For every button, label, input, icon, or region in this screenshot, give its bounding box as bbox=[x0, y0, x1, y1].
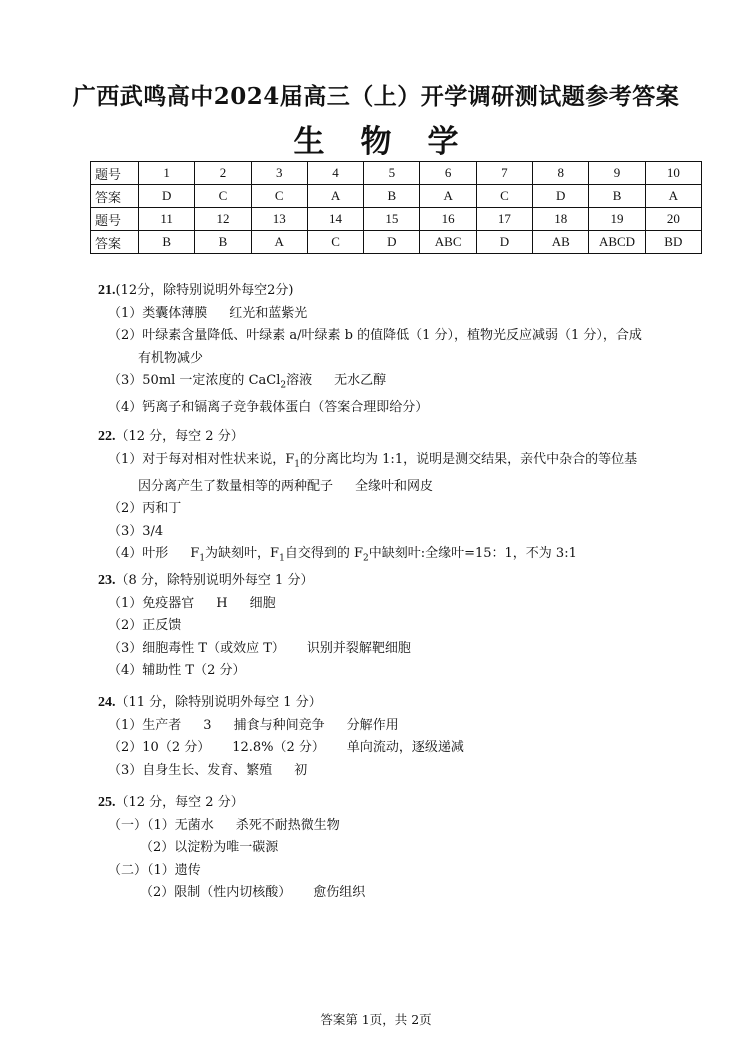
question-number: 7 bbox=[476, 162, 532, 185]
answer-text: 初 bbox=[294, 762, 308, 778]
answer-table bbox=[90, 161, 702, 254]
answer-line: （2）丙和丁 bbox=[108, 501, 182, 517]
question-number: 21. bbox=[98, 283, 116, 298]
answer-line bbox=[98, 543, 718, 570]
question-score-note: （11 分，除特别说明外每空 1 分） bbox=[115, 695, 322, 710]
subscript: 2 bbox=[280, 380, 287, 391]
answer-cell: B bbox=[364, 185, 420, 208]
answer-line: （4）辅助性 T（2 分） bbox=[108, 663, 246, 678]
answer-text: （3）自身生长、发育、繁殖 bbox=[108, 762, 273, 778]
answer-text: （1）对于每对相对性状来说，F bbox=[108, 451, 295, 467]
question-header bbox=[98, 280, 718, 303]
answer-text: 12.8%（2 分） bbox=[232, 740, 325, 755]
answer-cell: C bbox=[307, 231, 363, 254]
answer-cell: AB bbox=[533, 231, 589, 254]
question-score-note: （12 分，每空 2 分） bbox=[115, 795, 244, 810]
question-number: 5 bbox=[364, 162, 420, 185]
answer-cell: A bbox=[307, 185, 363, 208]
subject-heading: 生物学 bbox=[293, 124, 495, 160]
answer-text: （2）限制（性内切核酸） bbox=[140, 885, 292, 900]
question-header bbox=[98, 792, 718, 815]
answer-cell: ABC bbox=[420, 231, 476, 254]
answer-line bbox=[98, 715, 718, 738]
answer-text: 识别并裂解靶细胞 bbox=[306, 640, 411, 656]
answer-text: （一）（1）无菌水 bbox=[108, 817, 214, 833]
answer-text: （2）叶绿素含量降低、叶绿素 a/叶绿素 b 的值降低（1 分），植物光反应减弱（1 分），合成 bbox=[108, 328, 642, 343]
question-number: 14 bbox=[307, 208, 363, 231]
answer-text: 无水乙醇 bbox=[334, 373, 387, 388]
answer-line bbox=[98, 325, 718, 370]
answer-text: 愈伤组织 bbox=[313, 885, 366, 900]
row-label-question: 题号 bbox=[91, 208, 139, 231]
question-number: 20 bbox=[645, 208, 701, 231]
answer-line bbox=[98, 303, 718, 326]
question-number: 15 bbox=[364, 208, 420, 231]
question-number: 4 bbox=[307, 162, 363, 185]
question-number: 25. bbox=[98, 795, 116, 810]
question-number: 24. bbox=[98, 695, 116, 710]
question-number: 8 bbox=[533, 162, 589, 185]
answer-line bbox=[98, 638, 718, 661]
answer-text: 中缺刻叶:全缘叶=15：1，不为 3:1 bbox=[368, 546, 577, 562]
question-21 bbox=[98, 280, 718, 420]
answer-cell: C bbox=[251, 185, 307, 208]
answer-text: 的分离比均为 1:1，说明是测交结果，亲代中杂合的等位基 bbox=[300, 451, 638, 467]
answer-line bbox=[98, 737, 718, 760]
question-number: 13 bbox=[251, 208, 307, 231]
question-23 bbox=[98, 570, 718, 683]
answer-text: 捕食与种间竞争 bbox=[233, 717, 325, 733]
answer-cell: B bbox=[589, 185, 645, 208]
table-row bbox=[91, 185, 702, 208]
answer-line bbox=[98, 593, 718, 616]
answer-cell: D bbox=[364, 231, 420, 254]
answer-text bbox=[108, 476, 718, 499]
question-number: 11 bbox=[139, 208, 195, 231]
question-25 bbox=[98, 792, 718, 905]
table-row bbox=[91, 231, 702, 254]
question-number: 19 bbox=[589, 208, 645, 231]
question-header bbox=[98, 426, 718, 449]
answer-cell: A bbox=[645, 185, 701, 208]
question-number: 16 bbox=[420, 208, 476, 231]
answer-line bbox=[98, 815, 718, 838]
row-label-answer: 答案 bbox=[91, 185, 139, 208]
answer-text: 自交得到的 F bbox=[284, 546, 363, 562]
answer-cell: A bbox=[420, 185, 476, 208]
question-header bbox=[98, 692, 718, 715]
table-row bbox=[91, 208, 702, 231]
answer-text: 杀死不耐热微生物 bbox=[235, 817, 340, 833]
subscript: 1 bbox=[199, 553, 206, 564]
answer-text: （1）免疫器官 bbox=[108, 595, 195, 611]
answer-text: 3 bbox=[203, 717, 212, 733]
answer-text: 细胞 bbox=[249, 595, 276, 611]
question-number: 3 bbox=[251, 162, 307, 185]
answer-line: （2）正反馈 bbox=[108, 618, 182, 633]
table-row bbox=[91, 162, 702, 185]
answer-cell: D bbox=[476, 231, 532, 254]
answer-cell: B bbox=[195, 231, 251, 254]
answer-text: （1）类囊体薄膜 bbox=[108, 305, 208, 321]
question-header bbox=[98, 570, 718, 593]
question-score-note: （12 分，每空 2 分） bbox=[115, 429, 244, 444]
answer-text: （2）10（2 分） bbox=[108, 740, 211, 755]
subscript: 1 bbox=[279, 553, 285, 564]
question-number: 22. bbox=[98, 429, 116, 444]
question-number: 10 bbox=[645, 162, 701, 185]
row-label-question: 题号 bbox=[91, 162, 139, 185]
answer-cell: D bbox=[533, 185, 589, 208]
answer-cell: C bbox=[476, 185, 532, 208]
question-number: 18 bbox=[533, 208, 589, 231]
answer-text: 红光和蓝紫光 bbox=[229, 305, 308, 321]
answer-line: （2）以淀粉为唯一碳源 bbox=[140, 840, 279, 855]
question-number: 1 bbox=[139, 162, 195, 185]
page-footer: 答案第 1页，共 2页 bbox=[320, 1012, 432, 1027]
answer-line bbox=[98, 882, 718, 905]
answer-line: （4）钙离子和镉离子竞争载体蛋白（答案合理即给分） bbox=[108, 400, 429, 416]
answer-cell: ABCD bbox=[589, 231, 645, 254]
answer-text: （3）50ml 一定浓度的 CaCl bbox=[108, 373, 281, 388]
subscript: 1 bbox=[294, 459, 301, 470]
answer-text: 单向流动，逐级递减 bbox=[346, 740, 464, 755]
answer-line bbox=[98, 760, 718, 783]
question-22 bbox=[98, 426, 718, 570]
question-24 bbox=[98, 692, 718, 782]
answer-cell: BD bbox=[645, 231, 701, 254]
answer-text: 有机物减少 bbox=[138, 350, 204, 366]
answer-line: （二）（1）遗传 bbox=[108, 862, 201, 878]
question-number: 23. bbox=[98, 573, 116, 588]
answer-text: （4）叶形 bbox=[108, 546, 169, 562]
answer-line bbox=[98, 370, 718, 397]
question-score-note: (12分，除特别说明外每空2分) bbox=[115, 283, 294, 298]
subscript: 2 bbox=[362, 553, 369, 564]
document-title: 广西武鸣高中2024届高三（上）开学调研测试题参考答案 bbox=[72, 83, 680, 110]
answer-text: 因分离产生了数量相等的两种配子 bbox=[138, 478, 334, 494]
answer-text: （3）细胞毒性 T（或效应 T） bbox=[108, 640, 285, 656]
answer-text: 溶液 bbox=[286, 373, 313, 388]
answer-cell: B bbox=[139, 231, 195, 254]
answer-text: F bbox=[190, 546, 200, 562]
answer-cell: C bbox=[195, 185, 251, 208]
answer-line bbox=[98, 449, 718, 499]
answer-cell: A bbox=[251, 231, 307, 254]
answer-text: 为缺刻叶，F bbox=[205, 546, 280, 562]
question-number: 2 bbox=[195, 162, 251, 185]
answer-cell: D bbox=[139, 185, 195, 208]
answer-text: 全缘叶和网皮 bbox=[355, 478, 434, 494]
answer-text: （1）生产者 bbox=[108, 717, 182, 733]
row-label-answer: 答案 bbox=[91, 231, 139, 254]
answer-line: （3）3/4 bbox=[108, 523, 164, 539]
question-number: 9 bbox=[589, 162, 645, 185]
answer-text: H bbox=[216, 595, 228, 611]
answer-text: 分解作用 bbox=[346, 717, 399, 733]
question-number: 12 bbox=[195, 208, 251, 231]
question-number: 17 bbox=[476, 208, 532, 231]
question-score-note: （8 分，除特别说明外每空 1 分） bbox=[115, 573, 314, 588]
question-number: 6 bbox=[420, 162, 476, 185]
